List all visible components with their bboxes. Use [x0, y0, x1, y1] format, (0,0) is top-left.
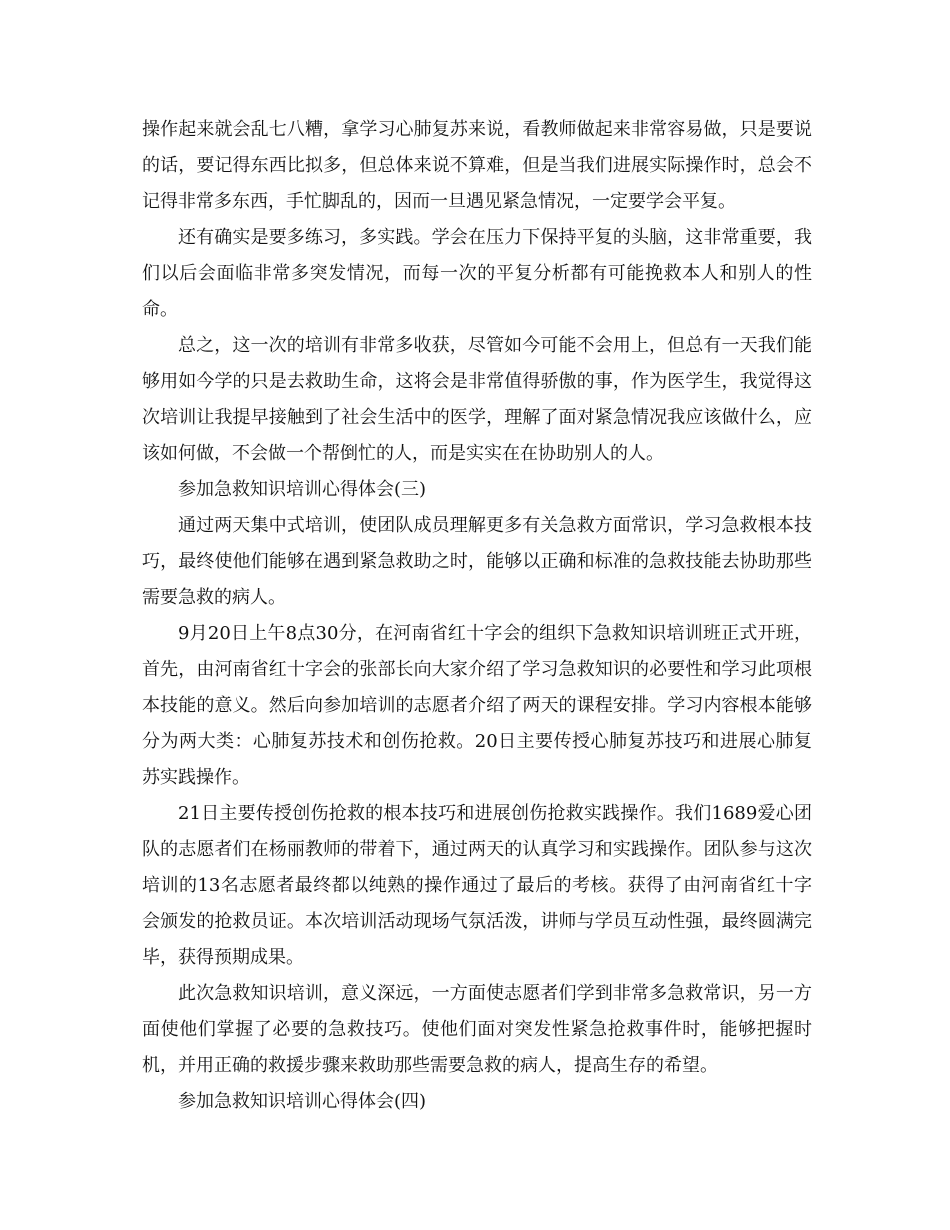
paragraph: 还有确实是要多练习，多实践。学会在压力下保持平复的头脑，这非常重要，我们以后会面临非常多突发情况，而每一次的平复分析都有可能挽救本人和别人的性命。	[142, 227, 812, 320]
paragraph: 总之，这一次的培训有非常多收获，尽管如今可能不会用上，但总有一天我们能够用如今学的只是去救助生命，这将会是非常值得骄傲的事，作为医学生，我觉得这次培训让我提早接触到了社会生活中的医学，理解了面对紧急情况我应该做什么，应该如何做，不会做一个帮倒忙的人，而是实实在在协助别人的人。	[142, 335, 812, 464]
section-heading: 参加急救知识培训心得体会(三)	[178, 479, 427, 500]
paragraph: 通过两天集中式培训，使团队成员理解更多有关急救方面常识，学习急救根本技巧，最终使他们能够在遇到紧急救助之时，能够以正确和标准的急救技能去协助那些需要急救的病人。	[142, 515, 812, 608]
paragraph: 9月20日上午8点30分，在河南省红十字会的组织下急救知识培训班正式开班，首先，由河南省红十字会的张部长向大家介绍了学习急救知识的必要性和学习此项根本技能的意义。然后向参加培训的志愿者介绍了两天的课程安排。学习内容根本能够分为两大类：心肺复苏技术和创伤抢救。20日主要传授心肺复苏技巧和进展心肺复苏实践操作。	[142, 623, 812, 788]
paragraph: 21日主要传授创伤抢救的根本技巧和进展创伤抢救实践操作。我们1689爱心团队的志愿者们在杨丽教师的带着下，通过两天的认真学习和实践操作。团队参与这次培训的13名志愿者最终都以纯熟的操作通过了最后的考核。获得了由河南省红十字会颁发的抢救员证。本次培训活动现场气氛活泼，讲师与学员互动性强，最终圆满完毕，获得预期成果。	[142, 803, 812, 968]
paragraph: 此次急救知识培训，意义深远，一方面使志愿者们学到非常多急救常识，另一方面使他们掌握了必要的急救技巧。使他们面对突发性紧急抢救事件时，能够把握时机，并用正确的救援步骤来救助那些需要急救的病人，提高生存的希望。	[142, 983, 812, 1076]
document-body	[142, 112, 812, 1120]
section-heading: 参加急救知识培训心得体会(四)	[178, 1091, 427, 1112]
paragraph: 操作起来就会乱七八糟，拿学习心肺复苏来说，看教师做起来非常容易做，只是要说的话，要记得东西比拟多，但总体来说不算难，但是当我们进展实际操作时，总会不记得非常多东西，手忙脚乱的，因而一旦遇见紧急情况，一定要学会平复。	[142, 119, 812, 212]
